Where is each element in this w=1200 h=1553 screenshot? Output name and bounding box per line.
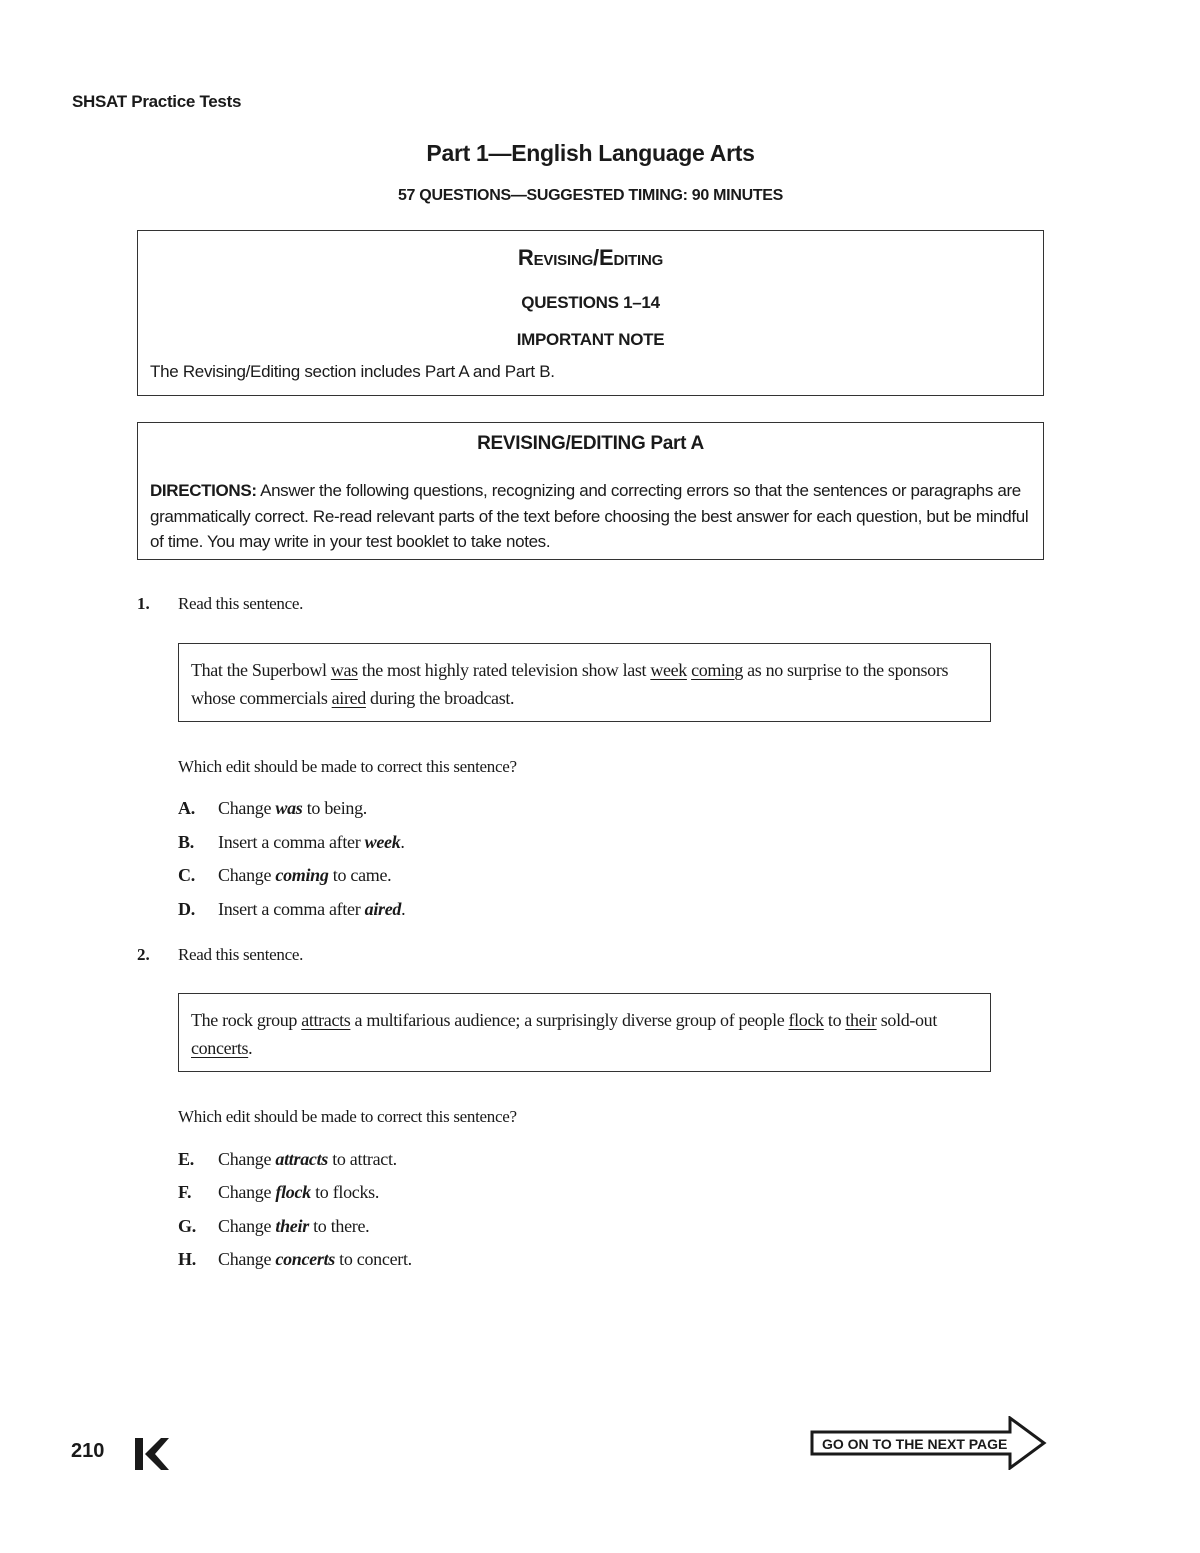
- directions-body: Answer the following questions, recognizing and correcting errors so that the sentences or paragraphs are grammatically correct. Re-read relevant parts of the text before choosing the best answer for each question, but be mindful of time. You may write in your test booklet to take notes.: [150, 481, 1029, 551]
- answer-option-h[interactable]: H. Change concerts to concert.: [178, 1249, 412, 1269]
- underlined-word: attracts: [301, 1010, 351, 1030]
- answer-option-c[interactable]: C. Change coming to came.: [178, 865, 392, 885]
- sentence-box: That the Superbowl was the most highly rated television show last week coming as no surprise to the sponsors whose commercials aired during the broadcast.: [178, 643, 991, 722]
- answer-option-g[interactable]: G. Change their to there.: [178, 1216, 370, 1236]
- underlined-word: aired: [331, 688, 366, 708]
- question-stem: Which edit should be made to correct this sentence?: [178, 757, 517, 776]
- directions-label: DIRECTIONS:: [150, 481, 257, 500]
- part-a-title: REVISING/EDITING Part A: [477, 433, 704, 454]
- sentence-box: The rock group attracts a multifarious audience; a surprisingly diverse group of people flock to their sold-out concerts.: [178, 993, 991, 1072]
- question-prompt: Read this sentence.: [178, 594, 304, 613]
- next-page-arrow[interactable]: [810, 1416, 1048, 1470]
- underlined-word: coming: [691, 660, 743, 680]
- answer-option-d[interactable]: D. Insert a comma after aired.: [178, 899, 406, 919]
- answer-option-a[interactable]: A. Change was to being.: [178, 798, 368, 818]
- directions-text: [150, 478, 1030, 555]
- underlined-word: their: [845, 1010, 877, 1030]
- underlined-word: week: [650, 660, 687, 680]
- question-prompt: Read this sentence.: [178, 945, 304, 964]
- underlined-word: concerts: [191, 1038, 249, 1058]
- question-number: 2.: [137, 945, 150, 964]
- part-title: Part 1—English Language Arts: [426, 140, 755, 166]
- question-number: 1.: [137, 594, 150, 613]
- answer-option-f[interactable]: F. Change flock to flocks.: [178, 1182, 380, 1202]
- next-page-label: GO ON TO THE NEXT PAGE: [822, 1436, 1008, 1452]
- running-head: SHSAT Practice Tests: [72, 92, 242, 111]
- answer-option-b[interactable]: B. Insert a comma after week.: [178, 832, 405, 852]
- note-heading: IMPORTANT NOTE: [516, 330, 665, 349]
- answer-option-e[interactable]: E. Change attracts to attract.: [178, 1149, 397, 1169]
- question-stem: Which edit should be made to correct this sentence?: [178, 1107, 517, 1126]
- questions-range: QUESTIONS 1–14: [521, 293, 660, 312]
- underlined-word: flock: [788, 1010, 824, 1030]
- timing-subtitle: 57 QUESTIONS—SUGGESTED TIMING: 90 MINUTES: [397, 187, 784, 204]
- section-title: Revising/Editing: [517, 245, 664, 270]
- note-text: The Revising/Editing section includes Part A and Part B.: [150, 362, 555, 381]
- kaplan-logo-icon: [133, 1436, 169, 1472]
- page-number: 210: [71, 1440, 105, 1462]
- underlined-word: was: [330, 660, 358, 680]
